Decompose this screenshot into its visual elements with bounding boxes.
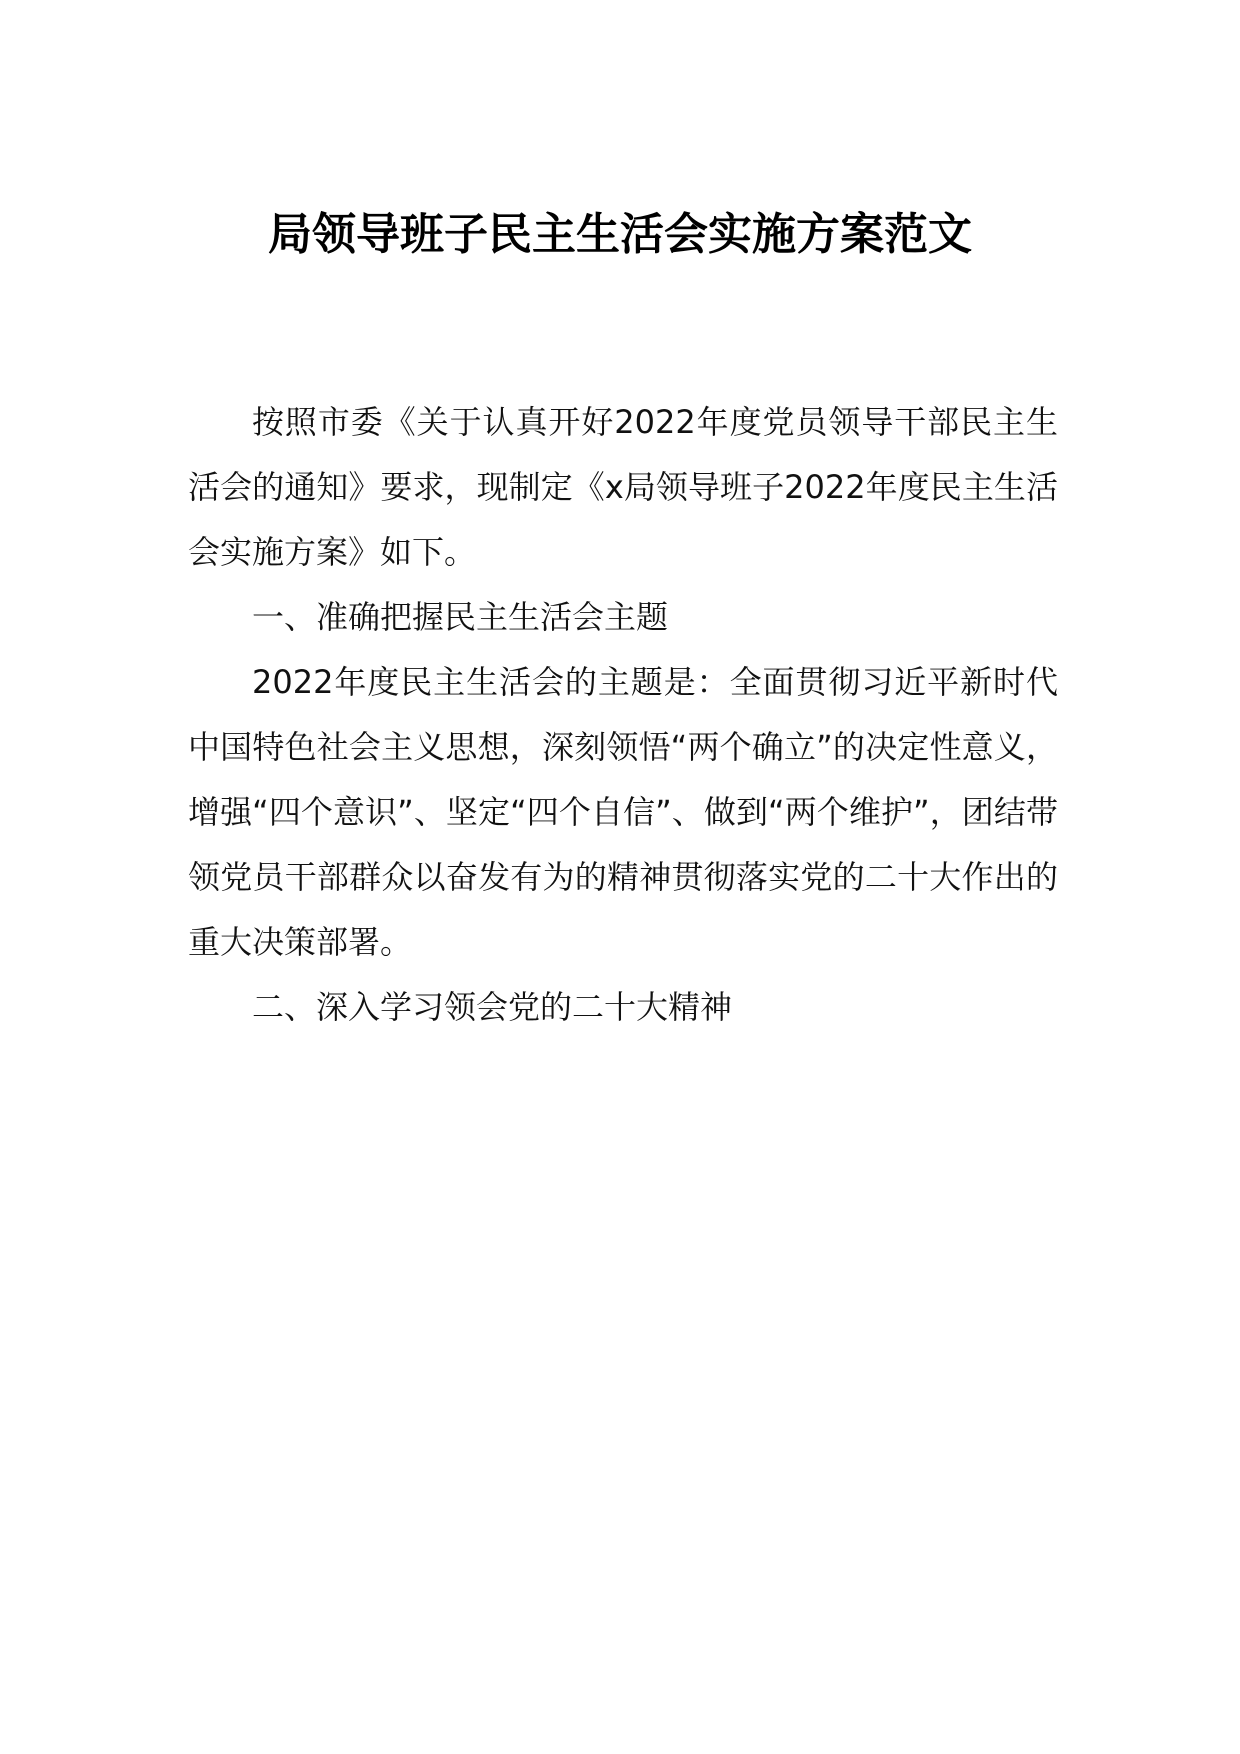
- section-heading-1: 一、准确把握民主生活会主题: [252, 598, 669, 636]
- document-body: [188, 390, 1058, 1040]
- document-title: 局领导班子民主生活会实施方案范文: [268, 209, 972, 260]
- theme-paragraph: 2022年度民主生活会的主题是：全面贯彻习近平新时代中国特色社会主义思想，深刻领悟“两个确立”的决定性意义，增强“四个意识”、坚定“四个自信”、做到“两个维护”，团结带领党员干部群众以奋发有为的精神贯彻落实党的二十大作出的重大决策部署。: [188, 663, 1058, 961]
- section-heading-2: 二、深入学习领会党的二十大精神: [252, 988, 733, 1026]
- intro-paragraph: 按照市委《关于认真开好2022年度党员领导干部民主生活会的通知》要求，现制定《x局领导班子2022年度民主生活会实施方案》如下。: [188, 403, 1058, 571]
